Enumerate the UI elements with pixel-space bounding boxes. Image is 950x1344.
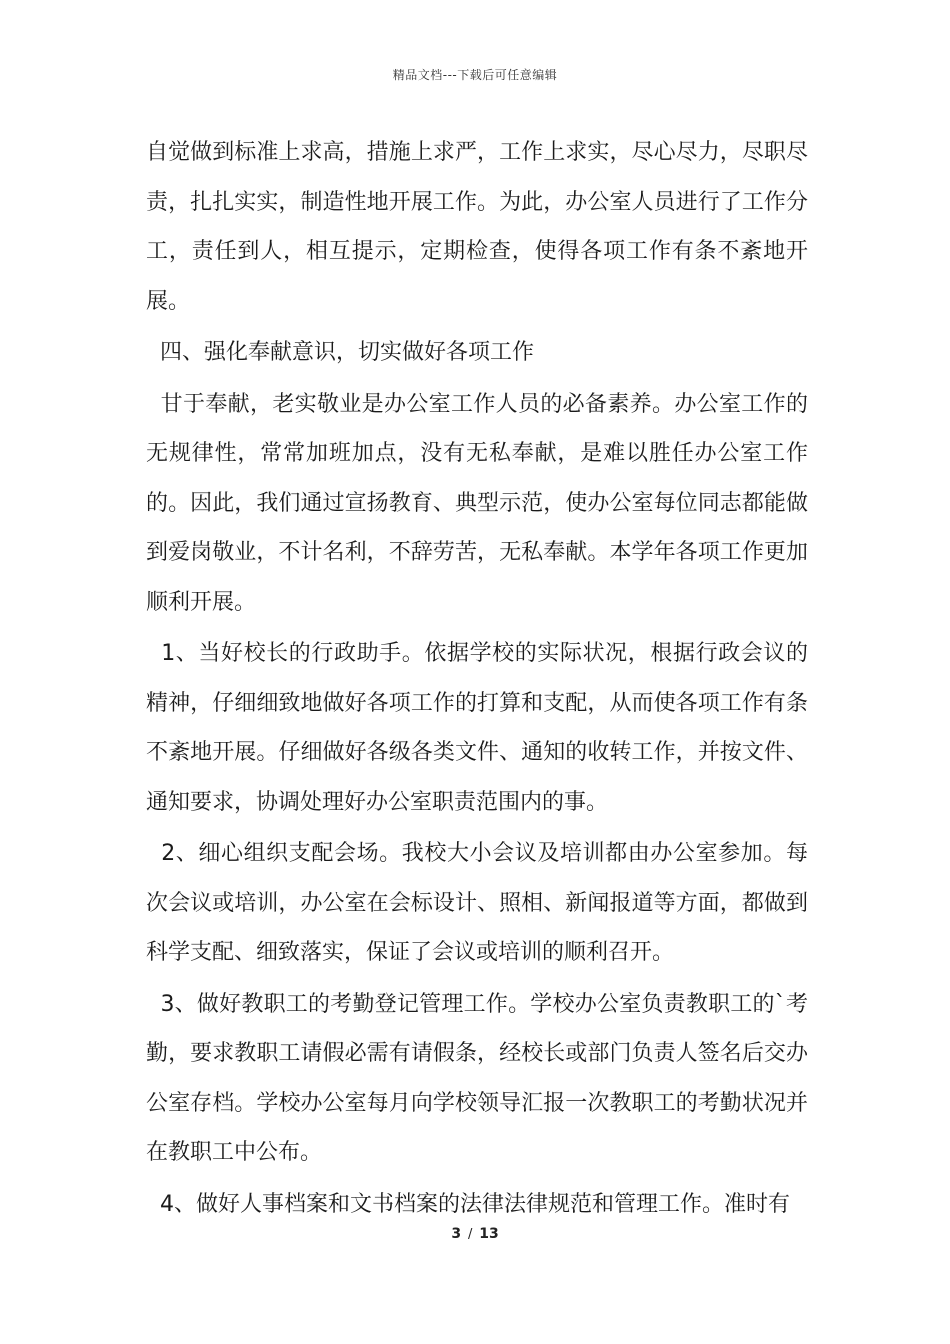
list-item-4: 4、做好人事档案和文书档案的法律法律规范和管理工作。准时有	[146, 1191, 790, 1217]
page-number	[0, 1226, 950, 1242]
list-item-3: 3、做好教职工的考勤登记管理工作。学校办公室负责教职工的`考勤，要求教职工请假必需有请假条，经校长或部门负责人签名后交办公室存档。学校办公室每月向学校领导汇报一次教职工的考勤状况并在教职工中公布。	[146, 991, 809, 1165]
list-item-1: 1、当好校长的行政助手。依据学校的实际状况，根据行政会议的精神，仔细细致地做好各项工作的打算和支配，从而使各项工作有条不紊地开展。仔细做好各级各类文件、通知的收转工作，并按文件、通知要求，协调处理好办公室职责范围内的事。	[146, 641, 808, 815]
page-separator: /	[467, 1227, 473, 1242]
page-header: 精品文档---下载后可任意编辑	[392, 68, 558, 82]
document-body	[146, 128, 808, 1229]
section-heading-4: 四、强化奉献意识，切实做好各项工作	[146, 340, 535, 365]
list-item-2: 2、细心组织支配会场。我校大小会议及培训都由办公室参加。每次会议或培训，办公室在会标设计、照相、新闻报道等方面，都做到科学支配、细致落实，保证了会议或培训的顺利召开。	[146, 841, 808, 965]
paragraph-dedication: 甘于奉献，老实敬业是办公室工作人员的必备素养。办公室工作的无规律性，常常加班加点，没有无私奉献，是难以胜任办公室工作的。因此，我们通过宣扬教育、典型示范，使办公室每位同志都能做到爱岗敬业，不计名利，不辞劳苦，无私奉献。本学年各项工作更加顺利开展。	[146, 391, 808, 615]
current-page: 3	[451, 1226, 462, 1242]
total-pages: 13	[479, 1226, 499, 1242]
paragraph-1: 自觉做到标准上求高，措施上求严，工作上求实，尽心尽力，尽职尽责，扎扎实实，制造性地开展工作。为此，办公室人员进行了工作分工，责任到人，相互提示，定期检查，使得各项工作有条不紊地开展。	[146, 140, 808, 314]
